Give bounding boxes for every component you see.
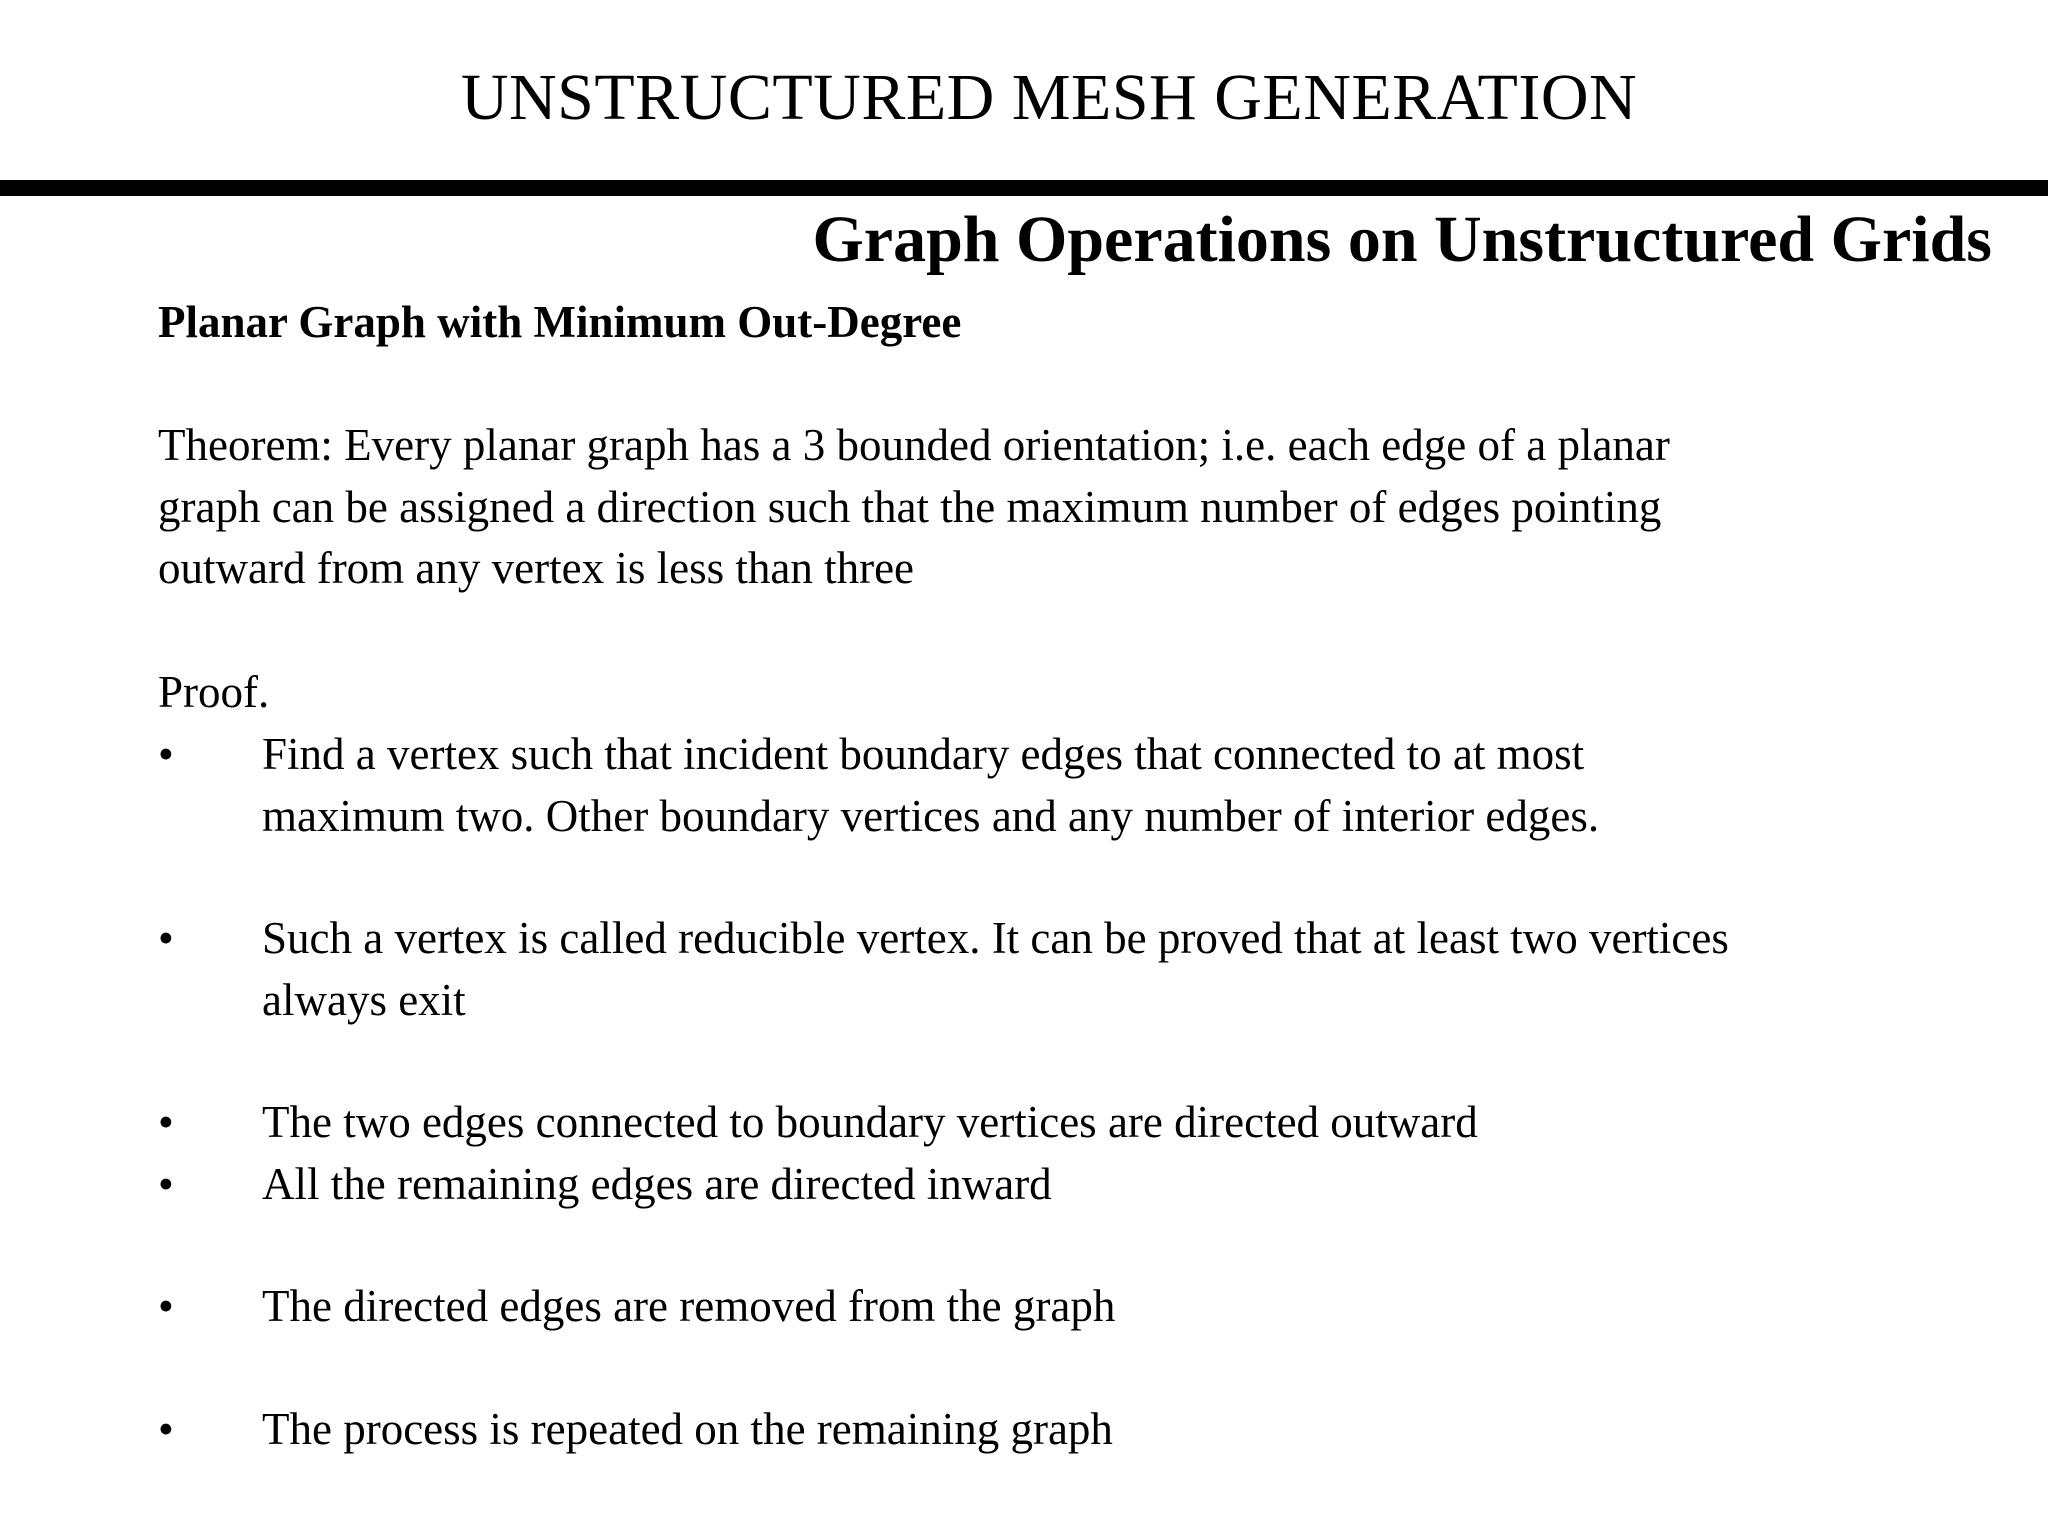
bullet-line: Find a vertex such that incident boundary edges that connected to at most xyxy=(262,729,1585,779)
bullet-text xyxy=(262,908,2048,1031)
header-divider xyxy=(0,180,2048,196)
bullet-line: The two edges connected to boundary vertices are directed outward xyxy=(262,1097,1478,1147)
theorem-line: Theorem: Every planar graph has a 3 bounded orientation; i.e. each edge of a planar xyxy=(158,420,1670,470)
bullet-icon: • xyxy=(158,913,174,963)
bullet-text xyxy=(262,1276,2048,1338)
bullet-text xyxy=(262,724,2048,847)
section-title: Graph Operations on Unstructured Grids xyxy=(812,203,1992,276)
bullet-line: Such a vertex is called reducible vertex. It can be proved that at least two vertices xyxy=(262,913,1729,963)
theorem-line: graph can be assigned a direction such that the maximum number of edges pointing xyxy=(158,481,1662,532)
theorem-line: outward from any vertex is less than three xyxy=(158,543,915,593)
bullet-icon: • xyxy=(158,1159,174,1209)
bullet-text xyxy=(262,1092,2048,1154)
bullet-text xyxy=(262,1154,2048,1216)
bullet-icon: • xyxy=(158,1097,174,1147)
bullet-icon: • xyxy=(158,729,174,779)
theorem-paragraph xyxy=(158,415,1998,600)
bullet-line: All the remaining edges are directed inward xyxy=(262,1159,1052,1209)
bullet-line: always exit xyxy=(262,974,466,1025)
bullet-text xyxy=(262,1399,2048,1461)
sub-heading: Planar Graph with Minimum Out-Degree xyxy=(158,297,962,347)
bullet-line: The directed edges are removed from the graph xyxy=(262,1281,1116,1331)
proof-label: Proof. xyxy=(158,667,270,717)
bullet-line: maximum two. Other boundary vertices and any number of interior edges. xyxy=(262,790,1600,841)
bullet-line: The process is repeated on the remaining graph xyxy=(262,1404,1113,1454)
bullet-icon: • xyxy=(158,1404,174,1454)
bullet-icon: • xyxy=(158,1281,174,1331)
header-title: UNSTRUCTURED MESH GENERATION xyxy=(460,61,1638,134)
